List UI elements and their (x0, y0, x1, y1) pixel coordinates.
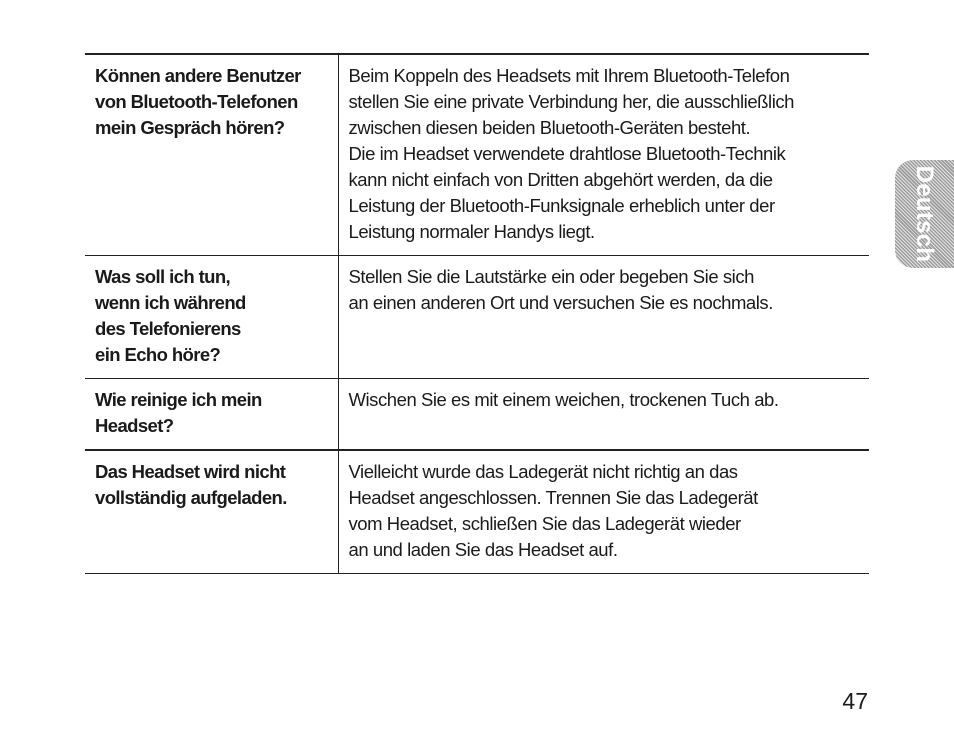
faq-table (85, 53, 869, 574)
faq-row (85, 256, 869, 379)
page-number: 47 (842, 688, 868, 714)
faq-answer: Stellen Sie die Lautstärke ein oder begeben Sie sich an einen anderen Ort und versuchen Sie es nochmals. (348, 266, 773, 313)
faq-answer: Beim Koppeln des Headsets mit Ihrem Bluetooth-Telefon stellen Sie eine private Verbindung her, die ausschließlich zwischen diesen beiden Bluetooth-Geräten besteht. Die im Headset verwendete drahtlose Bluetooth-Technik kann nicht einfach von Dritten abgehört werden, da die Leistung der Bluetooth-Funksignale erheblich unter der Leistung normaler Handys liegt. (348, 65, 794, 242)
faq-answer: Vielleicht wurde das Ladegerät nicht richtig an das Headset angeschlossen. Trennen Sie das Ladegerät vom Headset, schließen Sie das Ladegerät wieder an und laden Sie das Headset auf. (348, 461, 758, 560)
language-tab-label: Deutsch (911, 165, 938, 263)
faq-question: Was soll ich tun, wenn ich während des Telefonierens ein Echo höre? (85, 256, 338, 379)
faq-answer: Wischen Sie es mit einem weichen, trockenen Tuch ab. (348, 389, 779, 410)
faq-question: Wie reinige ich mein Headset? (85, 379, 338, 451)
faq-row (85, 450, 869, 574)
faq-question: Können andere Benutzer von Bluetooth-Telefonen mein Gespräch hören? (85, 54, 338, 256)
faq-question: Das Headset wird nicht vollständig aufgeladen. (85, 450, 338, 574)
faq-row (85, 54, 869, 256)
faq-row (85, 379, 869, 451)
